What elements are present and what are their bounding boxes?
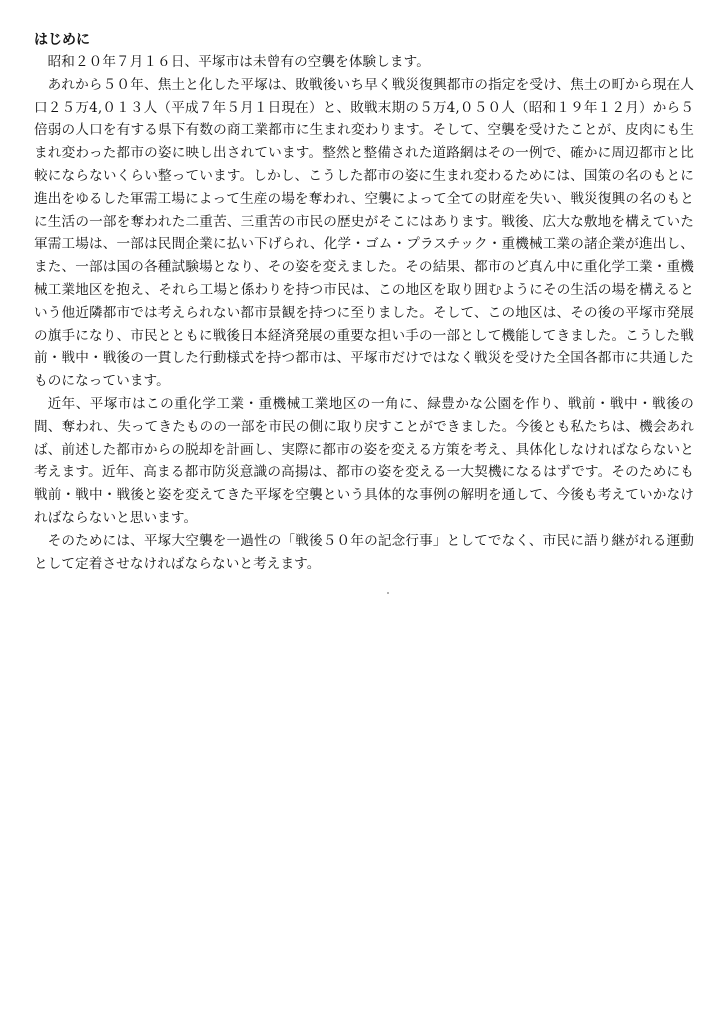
- scan-speck: [387, 592, 389, 594]
- paragraph-conclusion: そのためには、平塚大空襲を一過性の「戦後５０年の記念行事」としてでなく、市民に語り継がれる運動として定着させなければならないと考えます。: [34, 532, 694, 572]
- paragraph-postwar-history: あれから５０年、焦土と化した平塚は、敗戦後いち早く戦災復興都市の指定を受け、焦土の町から現在人口２５万4,０１３人（平成７年５月１日現在）と、敗戦末期の５万4,０５０人（昭和１９年１２月）から５倍弱の人口を有する県下有数の商工業都市に生まれ変わります。そして、空襲を受けたことが、皮肉にも生まれ変わった都市の姿に映し出されています。整然と整備された道路網はその一例で、確かに周辺都市と比較にならないくらい整っています。しかし、こうした都市の姿に生まれ変わるためには、国策の名のもとに進出をゆるした軍需工場によって生産の場を奪われ、空襲によって全ての財産を失い、戦災復興の名のもとに生活の一部を奪われた二重苦、三重苦の市民の歴史がそこにはあります。戦後、広大な敷地を構えていた軍需工場は、一部は民間企業に払い下げられ、化学・ゴム・プラスチック・重機械工業の諸企業が進出し、また、一部は国の各種試験場となり、その姿を変えました。その結果、都市のど真ん中に重化学工業・重機械工業地区を抱え、それら工場と係わりを持つ市民は、この地区を取り囲むようにその生活の場を構えるという他近隣都市では考えられない都市景観を持つに至りました。そして、この地区は、その後の平塚市発展の旗手になり、市民とともに戦後日本経済発展の重要な担い手の一部として機能してきました。こうした戦前・戦中・戦後の一貫した行動様式を持つ都市は、平塚市だけではなく戦災を受けた全国各都市に共通したものになっています。: [34, 76, 694, 390]
- paragraph-air-raid-date: 昭和２０年７月１６日、平塚市は未曾有の空襲を体験します。: [47, 54, 430, 70]
- body-text: [34, 51, 694, 575]
- section-heading: はじめに: [34, 32, 90, 48]
- paragraph-recent-years: 近年、平塚市はこの重化学工業・重機械工業地区の一角に、緑豊かな公園を作り、戦前・戦中・戦後の間、奪われ、失ってきたものの一部を市民の側に取り戻すことができました。今後とも私たちは、機会あれば、前述した都市からの脱却を計画し、実際に都市の姿を変える方策を考え、具体化しなければならないと考えます。近年、高まる都市防災意識の高揚は、都市の姿を変える一大契機になるはずです。そのためにも戦前・戦中・戦後と姿を変えてきた平塚を空襲という具体的な事例の解明を通して、今後も考えていかなければならないと思います。: [34, 395, 694, 526]
